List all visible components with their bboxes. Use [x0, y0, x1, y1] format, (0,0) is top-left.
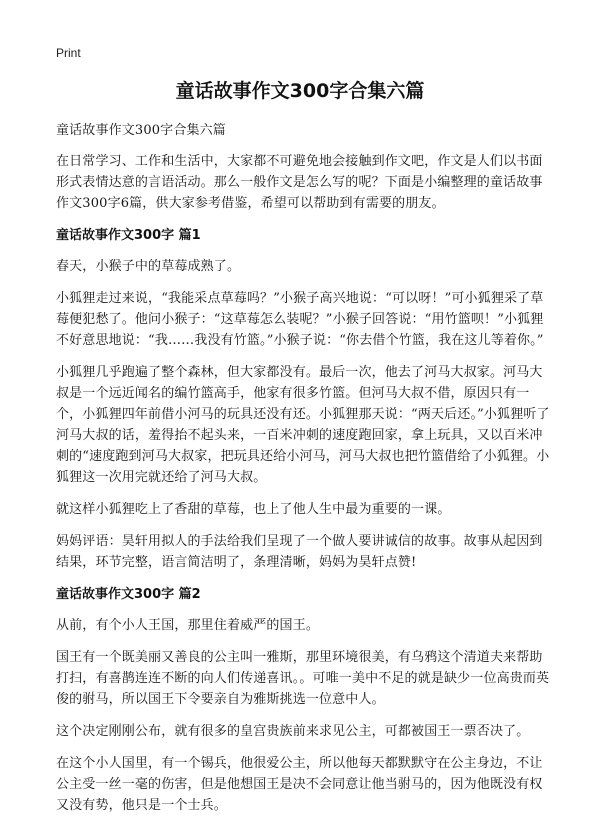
page-title: 童话故事作文300字合集六篇 — [175, 80, 425, 102]
section-2 — [56, 584, 552, 816]
paragraph: 妈妈评语：昊轩用拟人的手法给我们呈现了一个做人要讲诚信的故事。故事从起因到结果，环节完整，语言简洁明了，条理清晰，妈妈为昊轩点赞! — [56, 534, 543, 570]
section-1 — [56, 225, 552, 573]
paragraph: 就这样小狐狸吃上了香甜的草莓，也上了他人生中最为重要的一课。 — [56, 502, 451, 517]
paragraph: 春天，小猴子中的草莓成熟了。 — [56, 259, 241, 274]
paragraph: 小狐狸走过来说，“我能采点草莓吗？”小猴子高兴地说：“可以呀！”可小狐狸采了草莓便犯愁了。他问小猴子：“这草莓怎么装呢？”小猴子回答说：“用竹篮呗！”小狐狸不好意思地说：“我……我没有竹篮。”小猴子说：“你去借个竹篮，我在这儿等着你。” — [56, 291, 544, 348]
article-body — [56, 120, 552, 827]
paragraph: 这个决定刚刚公布，就有很多的皇宫贵族前来求见公主，可都被国王一票否决了。 — [56, 724, 530, 739]
intro-paragraph: 在日常学习、工作和生活中，大家都不可避免地会接触到作文吧，作文是人们以书面形式表情达意的言语活动。那么一般作文是怎么写的呢？下面是小编整理的童话故事作文300字6篇，供大家参考借鉴，希望可以帮助到有需要的朋友。 — [56, 154, 543, 211]
section-heading: 童话故事作文300字 篇2 — [56, 587, 201, 602]
paragraph: 从前，有个小人王国，那里住着威严的国王。 — [56, 618, 320, 633]
paragraph: 国王有一个既美丽又善良的公主叫一雅斯，那里环境很美，有乌鸦这个清道夫来帮助打扫，有喜鹊连连不断的向人们传递喜讯。。可唯一美中不足的就是缺少一位高贵而英俊的驸马，所以国王下令要亲自为雅斯挑选一位意中人。 — [56, 650, 550, 707]
print-link[interactable]: Print — [56, 46, 81, 60]
article-subtitle: 童话故事作文300字合集六篇 — [56, 123, 226, 138]
section-heading: 童话故事作文300字 篇1 — [56, 228, 201, 243]
paragraph: 在这个小人国里，有一个锡兵，他很爱公主，所以他每天都默默守在公主身边，不让公主受一丝一毫的伤害，但是他想国王是决不会同意让他当驸马的，因为他既没有权又没有势，他只是一个士兵。 — [56, 756, 543, 813]
paragraph: 小狐狸几乎跑遍了整个森林，但大家都没有。最后一次，他去了河马大叔家。河马大叔是一个远近闻名的编竹篮高手，他家有很多竹篮。但河马大叔不借，原因只有一个，小狐狸四年前借小河马的玩具还没有还。小狐狸那天说：“两天后还。”小狐狸听了河马大叔的话，羞得抬不起头来，一百米冲刺的速度跑回家，拿上玩具，又以百米冲刺的“速度跑到河马大叔家，把玩具还给小河马，河马大叔也把竹篮借给了小狐狸。小狐狸这一次用完就还给了河马大叔。 — [56, 365, 550, 485]
